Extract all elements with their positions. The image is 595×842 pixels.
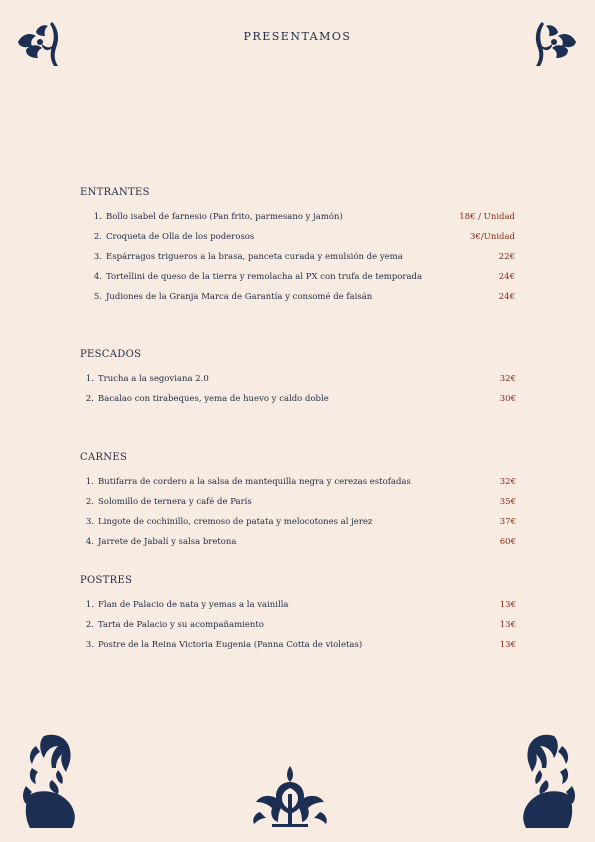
item-name: Postre de la Reina Victoria Eugenia (Panna Cotta de violetas)	[98, 640, 363, 650]
menu-item	[80, 394, 516, 414]
item-price: 13€	[499, 640, 516, 650]
item-price: 30€	[499, 394, 516, 404]
item-price: 13€	[499, 620, 516, 630]
item-name: Espárragos trigueros a la brasa, panceta curada y emulsión de yema	[106, 252, 403, 262]
item-name: Tarta de Palacio y su acompañamiento	[98, 620, 264, 630]
section-title: PESCADOS	[80, 349, 142, 360]
item-price: 22€	[498, 252, 515, 262]
item-number: 2.	[85, 497, 94, 507]
item-name: Croqueta de Olla de los poderosos	[106, 232, 255, 242]
item-number: 2.	[85, 620, 94, 630]
section-postres	[80, 575, 516, 660]
menu-item	[80, 640, 516, 660]
menu-item	[80, 374, 516, 394]
menu-item	[80, 272, 516, 292]
item-name: Solomillo de ternera y café de París	[98, 497, 252, 507]
lady-portrait-icon	[22, 732, 82, 828]
section-carnes	[80, 452, 516, 557]
item-number: 2.	[85, 394, 94, 404]
item-number: 5.	[93, 292, 102, 302]
item-number: 4.	[93, 272, 102, 282]
item-name: Trucha a la segoviana 2.0	[98, 374, 209, 384]
item-number: 1.	[85, 477, 94, 487]
item-number: 1.	[85, 600, 94, 610]
item-price: 37€	[499, 517, 516, 527]
menu-item	[80, 477, 516, 497]
section-title: CARNES	[80, 452, 128, 463]
item-price: 24€	[498, 272, 515, 282]
item-name: Lingote de cochinillo, cremoso de patata y melocotones al jerez	[98, 517, 373, 527]
art-nouveau-flower-icon	[250, 764, 330, 828]
menu-item	[80, 620, 516, 640]
item-price: 35€	[499, 497, 516, 507]
item-name: Bacalao con tirabeques, yema de huevo y caldo doble	[98, 394, 329, 404]
item-price: 18€ / Unidad	[459, 212, 515, 222]
floral-corner-icon	[12, 18, 64, 70]
menu-item	[80, 232, 516, 252]
menu-item	[80, 600, 516, 620]
item-name: Bollo isabel de farnesio (Pan frito, parmesano y jamón)	[106, 212, 343, 222]
section-pescados	[80, 349, 516, 414]
menu-item	[80, 537, 516, 557]
item-price: 24€	[498, 292, 515, 302]
menu-item	[80, 497, 516, 517]
section-entrantes	[80, 187, 516, 312]
floral-corner-icon	[530, 18, 582, 70]
menu-item	[80, 252, 516, 272]
page-title: PRESENTAMOS	[243, 30, 352, 43]
item-number: 3.	[93, 252, 102, 262]
section-title: ENTRANTES	[80, 187, 150, 198]
item-price: 3€/Unidad	[470, 232, 515, 242]
item-number: 3.	[85, 517, 94, 527]
item-number: 3.	[85, 640, 94, 650]
menu-item	[80, 292, 516, 312]
item-name: Butifarra de cordero a la salsa de mantequilla negra y cerezas estofadas	[98, 477, 411, 487]
menu-item	[80, 212, 516, 232]
item-price: 32€	[499, 477, 516, 487]
item-price: 13€	[499, 600, 516, 610]
item-number: 2.	[93, 232, 102, 242]
menu-item	[80, 517, 516, 537]
section-title: POSTRES	[80, 575, 133, 586]
item-name: Jarrete de Jabalí y salsa bretona	[98, 537, 237, 547]
item-name: Flan de Palacio de nata y yemas a la vainilla	[98, 600, 289, 610]
item-name: Judiones de la Granja Marca de Garantía y consomé de faisán	[106, 292, 373, 302]
lady-portrait-icon	[516, 732, 576, 828]
item-number: 1.	[85, 374, 94, 384]
item-name: Tortellini de queso de la tierra y remolacha al PX con trufa de temporada	[106, 272, 423, 282]
item-price: 32€	[499, 374, 516, 384]
item-price: 60€	[499, 537, 516, 547]
item-number: 4.	[85, 537, 94, 547]
item-number: 1.	[93, 212, 102, 222]
